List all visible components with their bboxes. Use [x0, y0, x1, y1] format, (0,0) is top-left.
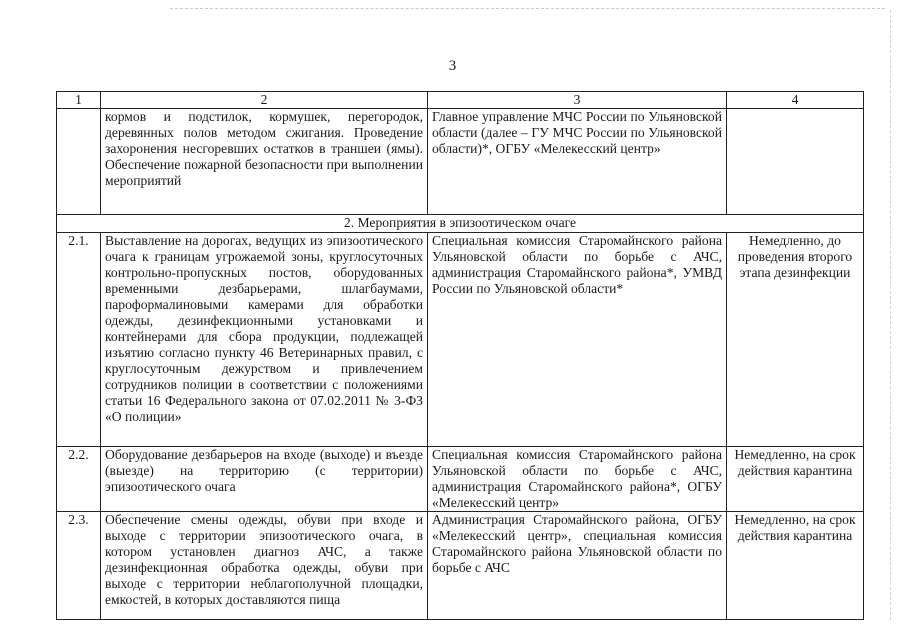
column-header-deadline: 4: [727, 92, 864, 109]
table-row-continuation: [57, 109, 864, 215]
row-responsible: Специальная комиссия Старомайнского района Ульяновской области по борьбе с АЧС, администрация Старомайнского района*, УМВД России по Ульяновской области*: [428, 233, 727, 447]
table-header-row: [57, 92, 864, 109]
row-deadline: Немедленно, до проведения второго этапа дезинфекции: [727, 233, 864, 447]
column-header-measure: 2: [101, 92, 428, 109]
section-title: 2. Мероприятия в эпизоотическом очаге: [57, 215, 864, 233]
row-number: [57, 109, 101, 215]
row-description: Выставление на дорогах, ведущих из эпизоотического очага к границам угрожаемой зоны, круглосуточных контрольно-пропускных постов, оборудованных временными дезбарьерами, шлагбаумами, пароформалиновыми камерами для обработки одежды, дезинфекционными установками и контейнерами для сбора продукции, подлежащей изъятию согласно пункту 46 Ветеринарных правил, с круглосуточным дежурством и привлечением сотрудников полиции в соответствии с положениями статьи 16 Федерального закона от 07.02.2011 № 3-ФЗ «О полиции»: [101, 233, 428, 447]
row-number: 2.1.: [57, 233, 101, 447]
page-number: 3: [448, 58, 457, 74]
row-deadline: Немедленно, на срок действия карантина: [727, 512, 864, 620]
column-header-number: 1: [57, 92, 101, 109]
measures-table: [56, 91, 864, 620]
row-responsible: Главное управление МЧС России по Ульяновской области (далее – ГУ МЧС России по Ульяновской области)*, ОГБУ «Мелекесский центр»: [428, 109, 727, 215]
table-row: [57, 233, 864, 447]
row-deadline: Немедленно, на срок действия карантина: [727, 447, 864, 512]
row-number: 2.3.: [57, 512, 101, 620]
row-number: 2.2.: [57, 447, 101, 512]
row-responsible: Специальная комиссия Старомайнского района Ульяновской области по борьбе с АЧС, администрация Старомайнского района*, ОГБУ «Мелекесский центр»: [428, 447, 727, 512]
scan-edge-top: [170, 8, 885, 9]
table-row: [57, 512, 864, 620]
column-header-responsible: 3: [428, 92, 727, 109]
row-description: кормов и подстилок, кормушек, перегородок, деревянных полов методом сжигания. Проведение захоронения несгоревших остатков в траншеи (ямы). Обеспечение пожарной безопасности при выполнении мероприятий: [101, 109, 428, 215]
scan-edge-right: [890, 10, 891, 620]
row-description: Оборудование дезбарьеров на входе (выходе) и въезде (выезде) на территорию (с территории) эпизоотического очага: [101, 447, 428, 512]
row-responsible: Администрация Старомайнского района, ОГБУ «Мелекесский центр», специальная комиссия Старомайнского района Ульяновской области по борьбе с АЧС: [428, 512, 727, 620]
table-row: [57, 447, 864, 512]
row-description: Обеспечение смены одежды, обуви при входе и выходе с территории эпизоотического очага, в котором установлен диагноз АЧС, а также дезинфекционная обработка одежды, обуви при выходе с территории неблагополучной площадки, емкостей, в которых доставляются пища: [101, 512, 428, 620]
row-deadline: [727, 109, 864, 215]
section-row: [57, 215, 864, 233]
